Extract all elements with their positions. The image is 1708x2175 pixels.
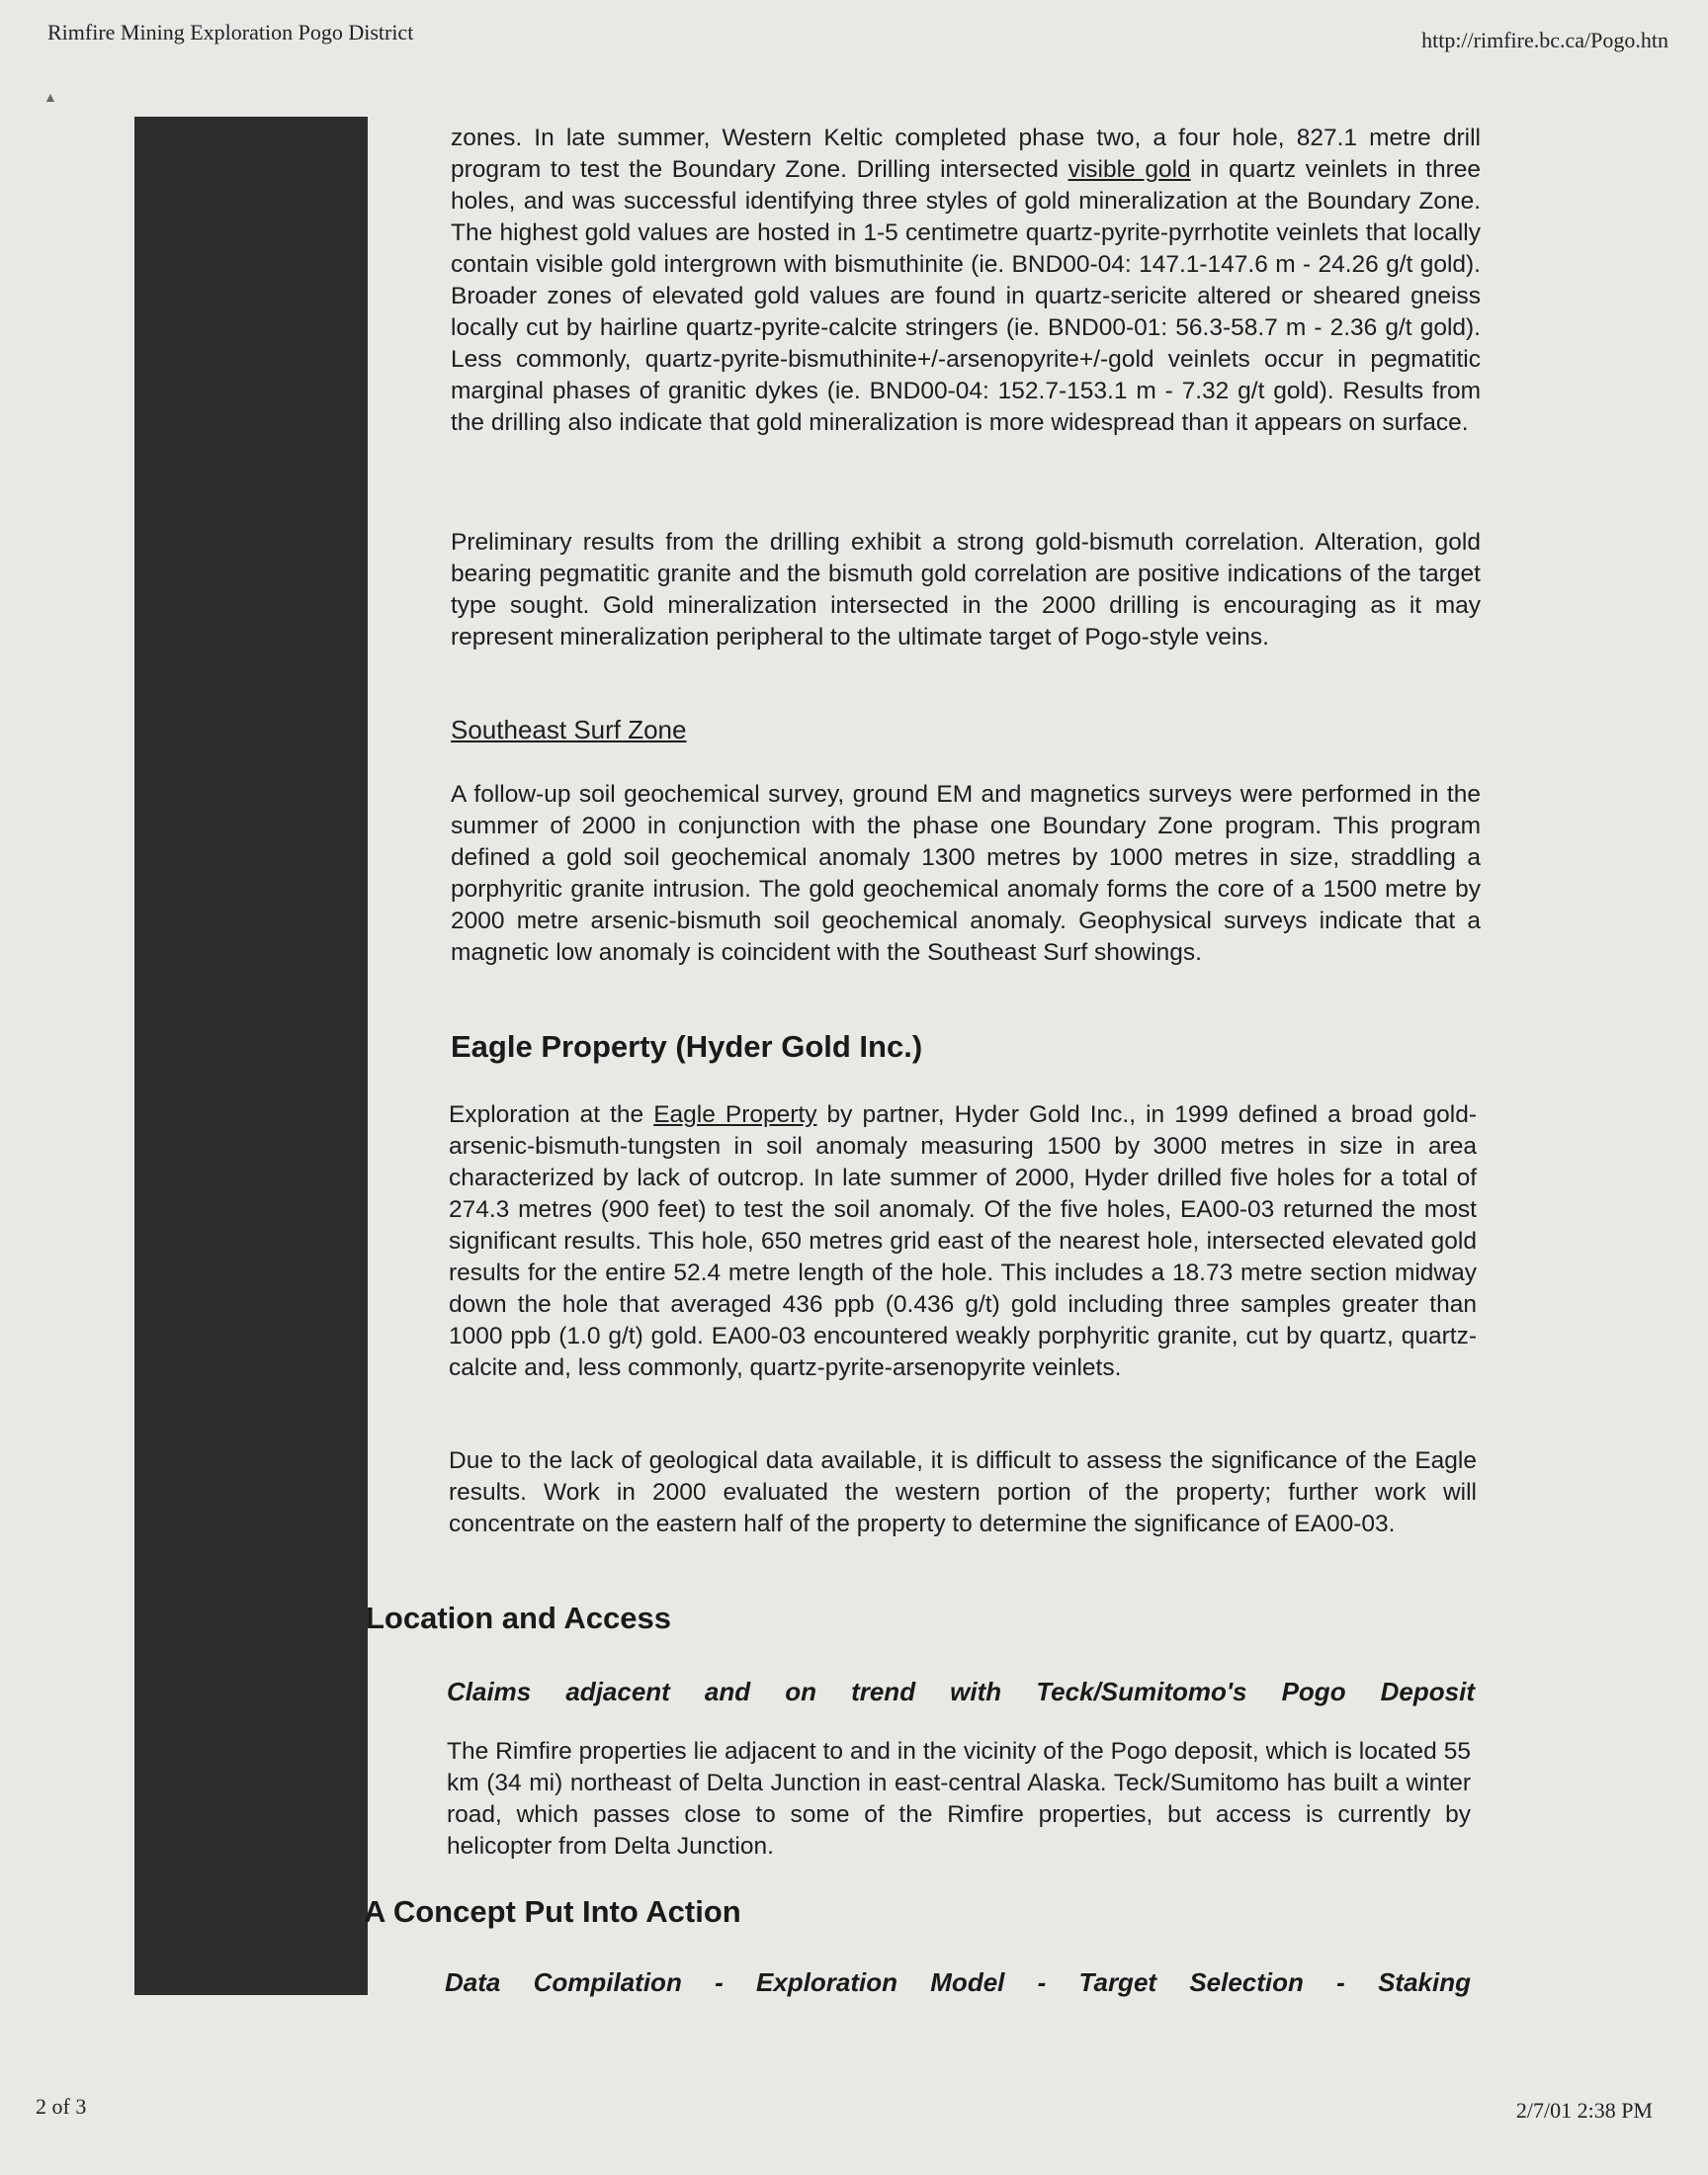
- boundary-paragraph-1: [451, 123, 1481, 439]
- text-run: Exploration at the: [449, 1101, 654, 1128]
- section-heading: A Concept Put Into Action: [364, 1894, 741, 1929]
- location-tagline: [447, 1675, 1475, 1708]
- eagle-property-link[interactable]: Eagle Property: [653, 1101, 817, 1128]
- scan-mark-icon: ▲: [43, 89, 57, 105]
- location-paragraph: [447, 1736, 1471, 1863]
- southeast-surf-heading: [451, 714, 1481, 745]
- header-url: http://rimfire.bc.ca/Pogo.htn: [1421, 28, 1668, 52]
- paragraph-text: A follow-up soil geochemical survey, ground EM and magnetics surveys were performed in the summer of 2000 in conjunction with the phase one Boundary Zone program. This program defined a gold soil geochemical anomaly 1300 metres by 1000 metres in size, straddling a porphyritic granite intrusion. The gold geochemical anomaly forms the core of a 1500 metre by 2000 metre arsenic-bismuth soil geochemical anomaly. Geophysical surveys indicate that a magnetic low anomaly is coincident with the Southeast Surf showings.: [451, 781, 1481, 966]
- section-heading: Location and Access: [366, 1601, 671, 1635]
- text-run: by partner, Hyder Gold Inc., in 1999 defined a broad gold-arsenic-bismuth-tungsten in soil anomaly measuring 1500 by 3000 metres in size in area characterized by lack of outcrop. In late summer of 2000, Hyder drilled five holes for a total of 274.3 metres (900 feet) to test the soil anomaly. Of the five holes, EA00-03 returned the most significant results. This hole, 650 metres grid east of the nearest hole, intersected elevated gold results for the entire 52.4 metre length of the hole. This includes a 18.73 metre section midway down the hole that averaged 436 ppb (0.436 g/t) gold including three samples greater than 1000 ppb (1.0 g/t) gold. EA00-03 encountered weakly porphyritic granite, cut by quartz, quartz-calcite and, less commonly, quartz-pyrite-arsenopyrite veinlets.: [449, 1101, 1478, 1381]
- tagline-text: Data Compilation - Exploration Model - Target Selection - Staking: [445, 1967, 1471, 1997]
- visible-gold-link[interactable]: visible gold: [1068, 156, 1191, 183]
- subheading-text: Southeast Surf Zone: [451, 715, 687, 744]
- print-datetime: 2/7/01 2:38 PM: [1515, 2098, 1653, 2123]
- concept-tagline: [445, 1965, 1471, 1999]
- section-heading: Eagle Property (Hyder Gold Inc.): [451, 1029, 923, 1064]
- location-heading: [366, 1599, 1396, 1638]
- text-run: in quartz veinlets in three holes, and was successful identifying three styles of gold mineralization at the Boundary Zone. The highest gold values are hosted in 1-5 centimetre quartz-pyrite-pyrrhotite veinlets that locally contain visible gold intergrown with bismuthinite (ie. BND00-04: 147.1-147.6 m - 24.26 g/t gold). Broader zones of elevated gold values are found in quartz-sericite altered or sheared gneiss locally cut by hairline quartz-pyrite-calcite stringers (ie. BND00-01: 56.3-58.7 m - 2.36 g/t gold). Less commonly, quartz-pyrite-bismuthinite+/-arsenopyrite+/-gold veinlets occur in pegmatitic marginal phases of granitic dykes (ie. BND00-04: 152.7-153.1 m - 7.32 g/t gold). Results from the drilling also indicate that gold mineralization is more widespread than it appears on surface.: [451, 156, 1481, 436]
- text-run: zones. In late summer, Western Keltic completed phase two, a four hole, 827.1 metre drill program to test the Boundary Zone. Drilling intersected: [451, 125, 1481, 183]
- southeast-paragraph: [451, 779, 1481, 969]
- tagline-text: Claims adjacent and on trend with Teck/Sumitomo's Pogo Deposit: [447, 1677, 1475, 1706]
- paragraph-text: Due to the lack of geological data available, it is difficult to assess the significance of the Eagle results. Work in 2000 evaluated the western portion of the property; further work will concentrate on the eastern half of the property to determine the significance of EA00-03.: [449, 1447, 1477, 1537]
- eagle-paragraph-1: [449, 1099, 1477, 1384]
- sidebar-bar: [134, 117, 368, 1995]
- header-title: Rimfire Mining Exploration Pogo District: [47, 20, 414, 44]
- eagle-heading: [451, 1027, 1481, 1067]
- paragraph-text: The Rimfire properties lie adjacent to and in the vicinity of the Pogo deposit, which is located 55 km (34 mi) northeast of Delta Junction in east-central Alaska. Teck/Sumitomo has built a winter road, which passes close to some of the Rimfire properties, but access is currently by helicopter from Delta Junction.: [447, 1738, 1471, 1860]
- paragraph-text: Preliminary results from the drilling exhibit a strong gold-bismuth correlation. Alteration, gold bearing pegmatitic granite and the bismuth gold correlation are positive indications of the target type sought. Gold mineralization intersected in the 2000 drilling is encouraging as it may represent mineralization peripheral to the ultimate target of Pogo-style veins.: [451, 529, 1481, 651]
- boundary-paragraph-2: [451, 527, 1481, 653]
- page-number: 2 of 3: [36, 2094, 87, 2119]
- eagle-paragraph-2: [449, 1445, 1477, 1540]
- concept-heading: [364, 1892, 1394, 1932]
